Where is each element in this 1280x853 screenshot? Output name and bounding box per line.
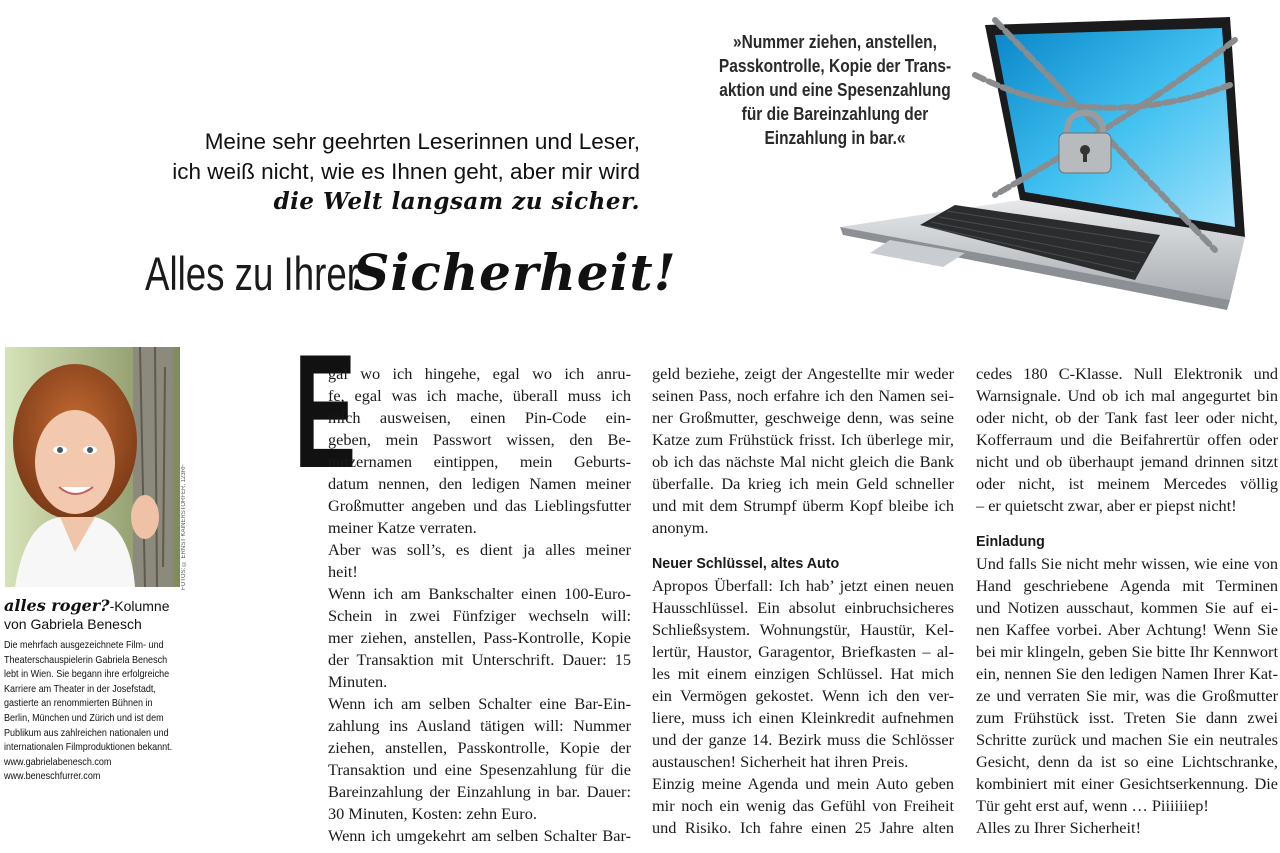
- body-line: anonym.: [652, 518, 709, 537]
- body-line: cedes 180 C-Klasse. Null Elektronik und: [976, 364, 1278, 383]
- body-line: meiner Katze verraten.: [328, 518, 477, 537]
- body-line: zahlung ins Ausland tätigen will: Nummer: [328, 716, 631, 735]
- body-line: Hausschlüssel. Ein absolut einbruchsicheres: [652, 598, 954, 617]
- body-line: und Notizen ausschaut, kommen Sie auf ei-: [976, 598, 1278, 617]
- body-line: Wenn ich am Bankschalter einen 100-Euro-: [328, 584, 631, 603]
- body-line: nutzernamen eintippen, mein Geburts-: [328, 452, 631, 471]
- body-line: Bareinzahlung der Einzahlung in bar. Dauer:: [328, 782, 631, 801]
- body-line: Alles zu Ihrer Sicherheit!: [976, 818, 1142, 837]
- body-line: Wenn ich am selben Schalter eine Bar-Ein-: [328, 694, 631, 713]
- body-line: les mit einem einzigen Schlüssel. Hat mich: [652, 664, 954, 683]
- body-line: gal wo ich hingehe, egal wo ich anru-: [328, 364, 631, 383]
- body-line: Apropos Überfall: Ich hab’ jetzt einen neuen: [652, 576, 954, 595]
- body-line: und Risiko. Ich fahre einen 25 Jahre alten: [652, 818, 954, 837]
- body-line: nicht und ob überhaupt jemand drinnen sitzt: [976, 452, 1278, 471]
- pull-quote-line: aktion und eine Spesenzahlung: [719, 80, 951, 100]
- body-line: austauschen! Sicherheit hat ihren Preis.: [652, 752, 909, 771]
- article-column-2: [652, 363, 954, 839]
- photo-credit: FOTOS: © ERNST KAINERSTORFER, 123RF: [181, 464, 187, 590]
- body-line: mer ziehen, anstellen, Pass-Kontrolle, Kopie: [328, 628, 631, 647]
- bio-line: Publikum aus zahlreichen nationalen und: [4, 726, 169, 739]
- intro-text: [120, 127, 640, 217]
- body-line: Transaktion und eine Spesenzahlung für die: [328, 760, 631, 779]
- body-line: lertür, Haustor, Garagentor, Briefkasten – al-: [652, 642, 954, 661]
- website-link[interactable]: www.beneschfurrer.com: [4, 770, 101, 783]
- intro-line: Meine sehr geehrten Leserinnen und Leser,: [204, 129, 640, 154]
- intro-emphasis: die Welt langsam zu sicher.: [273, 188, 640, 215]
- pull-quote-line: Einzahlung in bar.«: [764, 128, 906, 148]
- column-name: alles roger?: [4, 596, 110, 615]
- body-line: kombiniert mit einer Gesichtserkennung. Die: [976, 774, 1278, 793]
- pull-quote-line: für die Bareinzahlung der: [741, 104, 929, 124]
- body-line: Einzig meine Agenda und mein Auto geben: [652, 774, 954, 793]
- body-line: und der ganze 14. Bezirk muss die Schlösser: [652, 730, 954, 749]
- body-line: überfalle. Da krieg ich mein Geld schneller: [652, 474, 954, 493]
- body-line: und mit dem Strumpf überm Kopf bleibe ich: [652, 496, 954, 515]
- body-line: fe, egal was ich mache, überall muss ich: [328, 386, 631, 405]
- body-line: geben, mein Passwort wissen, den Be-: [328, 430, 631, 449]
- headline: [145, 243, 677, 302]
- body-line: ob ich das nächste Mal nicht gleich die Bank: [652, 452, 954, 471]
- body-line: Tür geht erst auf, wenn … Piiiiiiep!: [976, 796, 1209, 815]
- bio-line: lebt in Wien. Sie begann ihre erfolgreiche: [4, 668, 170, 681]
- headline-thin: Alles zu Ihrer: [145, 247, 359, 300]
- body-line: Hand geschriebene Agenda mit Terminen: [976, 576, 1278, 595]
- body-line: mir noch ein wenig das Gefühl von Freiheit: [652, 796, 954, 815]
- bio-line: internationalen Filmproduktionen bekannt.: [4, 741, 173, 754]
- body-line: mich ausweisen, einen Pin-Code ein-: [328, 408, 631, 427]
- body-line: liere, muss ich einen Kleinkredit aufnehmen: [652, 708, 954, 727]
- bio-line: Theaterschauspielerin Gabriela Benesch: [4, 653, 168, 666]
- bio-line: Die mehrfach ausgezeichnete Film- und: [4, 639, 164, 651]
- body-line: Warnsignale. Und ob ich mal angegurtet bin: [976, 386, 1278, 405]
- body-line: geld beziehe, zeigt der Angestellte mir weder: [652, 364, 954, 383]
- body-line: Schein in zwei Fünfziger wechseln will:: [328, 606, 631, 625]
- body-line: seinen Pass, noch erfahre ich den Namen sei-: [652, 386, 954, 405]
- section-heading: Einladung: [976, 533, 1045, 550]
- column-title: [4, 596, 194, 615]
- column-suffix: -Kolumne: [109, 598, 170, 614]
- body-line: 30 Minuten, Kosten: zehn Euro.: [328, 804, 537, 823]
- body-line: nen Kaffee vorbei. Aber Achtung! Wenn Sie: [976, 620, 1278, 639]
- body-line: Und falls Sie nicht mehr wissen, wie eine von: [976, 554, 1278, 573]
- pull-quote: [719, 30, 951, 150]
- body-line: oder nicht, ist meinem Mercedes völlig: [976, 474, 1278, 493]
- body-line: datum nennen, den ledigen Namen meiner: [328, 474, 631, 493]
- body-line: zum Frühstück isst. Treten Sie dann zwei: [976, 708, 1278, 727]
- body-line: Großmutter angeben und das Lieblingsfutter: [328, 496, 631, 515]
- bio-line: Berlin, München und Zürich und ist dem: [4, 711, 164, 724]
- bio-line: gastierte an renommierten Bühnen in: [4, 697, 153, 710]
- body-line: Aber was soll’s, es dient ja alles meiner: [328, 540, 631, 559]
- body-line: Wenn ich umgekehrt am selben Schalter Bar-: [328, 826, 631, 845]
- section-heading: Neuer Schlüssel, altes Auto: [652, 555, 840, 572]
- body-line: ner Großmutter, geschweige denn, was seine: [652, 408, 954, 427]
- article-column-3: [976, 363, 1278, 839]
- body-line: Minuten.: [328, 672, 388, 691]
- pull-quote-line: Passkontrolle, Kopie der Trans-: [718, 56, 952, 76]
- body-line: Schließsystem. Wohnungstür, Haustür, Kel-: [652, 620, 954, 639]
- pull-quote-line: »Nummer ziehen, anstellen,: [733, 32, 937, 52]
- body-line: heit!: [328, 562, 358, 581]
- body-line: oder nicht, ob der Tank fast leer oder nicht,: [976, 408, 1278, 427]
- body-line: Katze zum Frühstück frisst. Ich überlege mir,: [652, 430, 954, 449]
- column-author: von Gabriela Benesch: [4, 616, 142, 632]
- body-line: der Transaktion mit Unterschrift. Dauer: 15: [328, 650, 631, 669]
- body-line: ein Vermögen gekostet. Wenn ich den ver-: [652, 686, 954, 705]
- intro-line: ich weiß nicht, wie es Ihnen geht, aber mir wird: [172, 159, 640, 184]
- body-line: ein, nennen Sie den ledigen Namen Ihrer Kat-: [976, 664, 1278, 683]
- body-line: Gesicht, denn da ist so eine Lichtschranke,: [976, 752, 1278, 771]
- author-bio: [4, 638, 194, 784]
- author-portrait-photo: [5, 347, 180, 587]
- body-line: ze und verraten Sie mir, was die Großmutter: [976, 686, 1278, 705]
- headline-bold: Sicherheit!: [353, 243, 677, 302]
- article-column-1: [328, 363, 631, 847]
- body-line: ziehen, anstellen, Passkontrolle, Kopie der: [328, 738, 631, 757]
- body-line: Schritte zurück und machen Sie ein neutrales: [976, 730, 1278, 749]
- body-line: Kofferraum und die Beifahrertür offen oder: [976, 430, 1278, 449]
- website-link[interactable]: www.gabrielabenesch.com: [4, 755, 112, 768]
- bio-line: Karriere am Theater in der Josefstadt,: [4, 682, 156, 695]
- body-line: bei mir klingeln, geben Sie bitte Ihr Kennwort: [976, 642, 1278, 661]
- body-line: – er quietscht zwar, aber er piepst nicht!: [976, 496, 1237, 515]
- drop-cap-letter: E: [294, 320, 357, 502]
